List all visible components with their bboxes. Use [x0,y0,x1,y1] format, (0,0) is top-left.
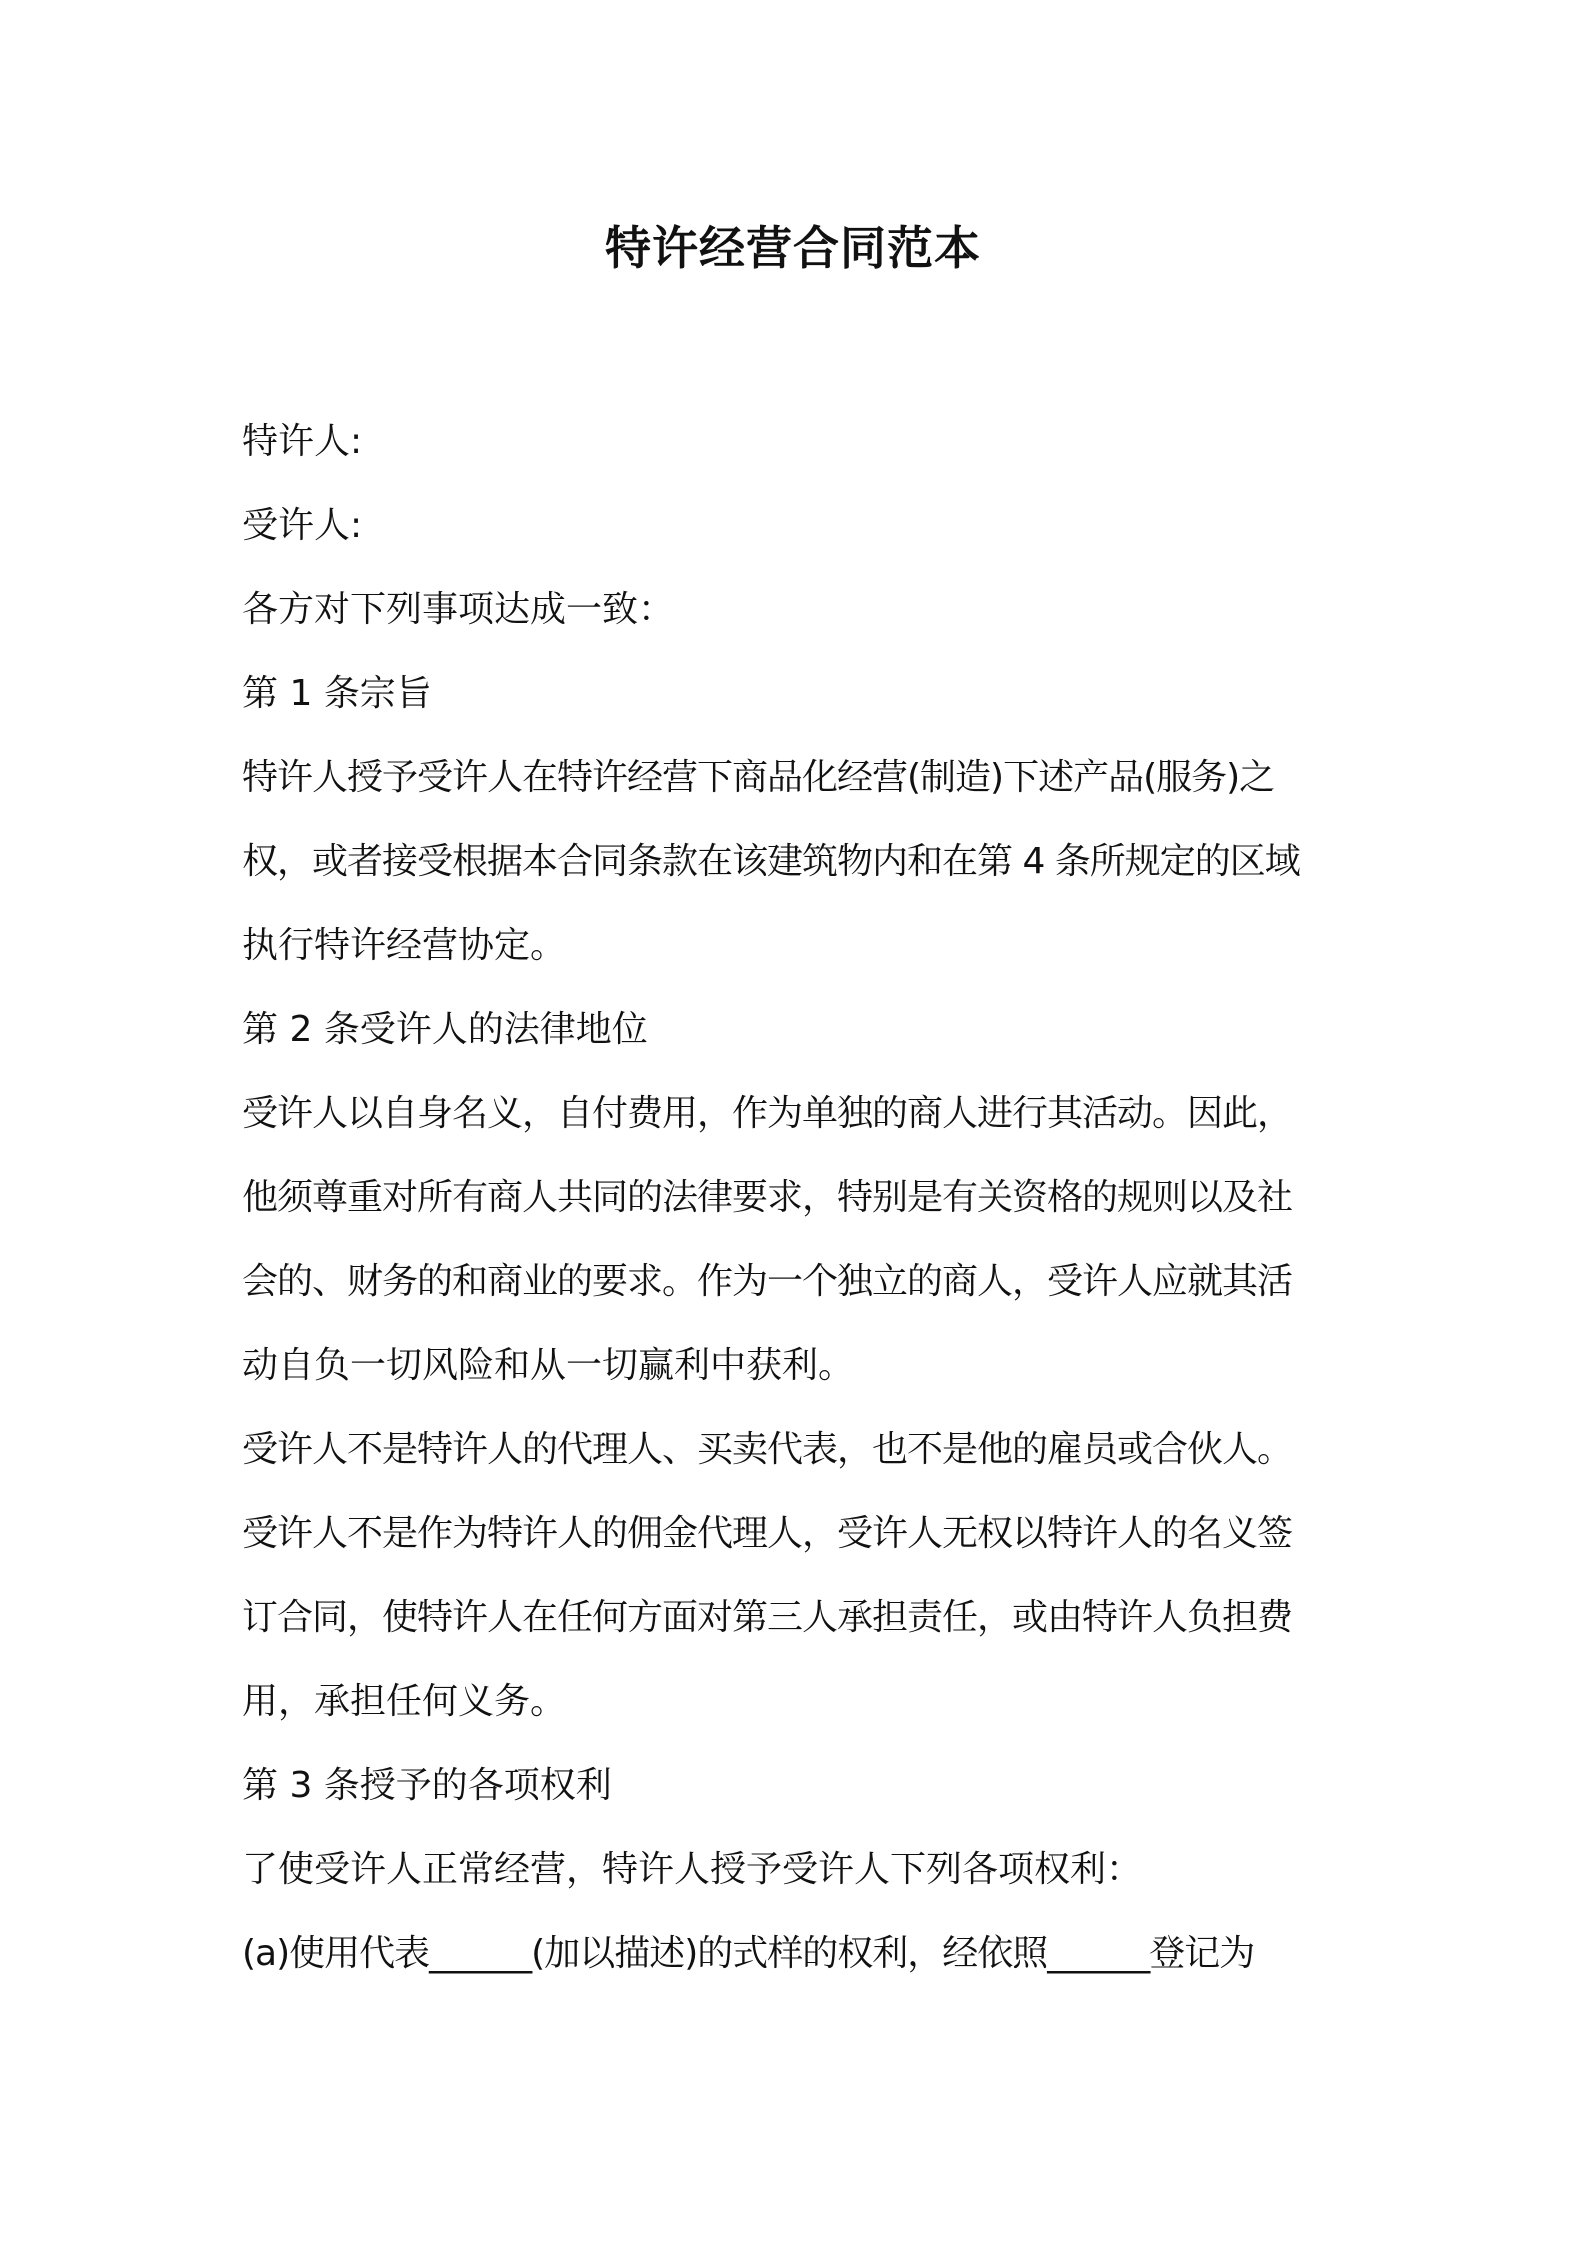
article-2-text-line: 受许人不是特许人的代理人、买卖代表，也不是他的雇员或合伙人。 [242,1429,1293,1470]
article-heading-1: 第 1 条宗旨 [242,673,432,714]
article-2-text-line: 受许人不是作为特许人的佣金代理人，受许人无权以特许人的名义签 [242,1513,1293,1554]
article-2-text-line: 他须尊重对所有商人共同的法律要求，特别是有关资格的规则以及社 [242,1177,1293,1218]
document-body [242,400,1356,1996]
article-1-text-line: 权，或者接受根据本合同条款在该建筑物内和在第 4 条所规定的区域 [242,841,1300,882]
article-3-item-a: (a)使用代表______(加以描述)的式样的权利，经依照______登记为 [242,1933,1255,1974]
article-1-text-line: 执行特许经营协定。 [242,925,567,966]
article-2-text-line: 用，承担任何义务。 [242,1681,567,1722]
paragraph-agreement-intro: 各方对下列事项达成一致： [242,589,675,630]
document-title: 特许经营合同范本 [605,221,981,275]
article-2-text-line: 受许人以自身名义，自付费用，作为单独的商人进行其活动。因此， [242,1093,1293,1134]
article-3-text-line: 了使受许人正常经营，特许人授予受许人下列各项权利： [242,1849,1143,1890]
article-1-text-line: 特许人授予受许人在特许经营下商品化经营(制造)下述产品(服务)之 [242,757,1275,798]
article-2-text-line: 动自负一切风险和从一切赢利中获利。 [242,1345,855,1386]
paragraph-franchisor: 特许人: [242,421,363,462]
article-heading-3: 第 3 条授予的各项权利 [242,1765,612,1806]
article-heading-2: 第 2 条受许人的法律地位 [242,1009,648,1050]
article-2-text-line: 订合同，使特许人在任何方面对第三人承担责任，或由特许人负担费 [242,1597,1293,1638]
paragraph-franchisee: 受许人: [242,505,363,546]
article-2-text-line: 会的、财务的和商业的要求。作为一个独立的商人，受许人应就其活 [242,1261,1293,1302]
